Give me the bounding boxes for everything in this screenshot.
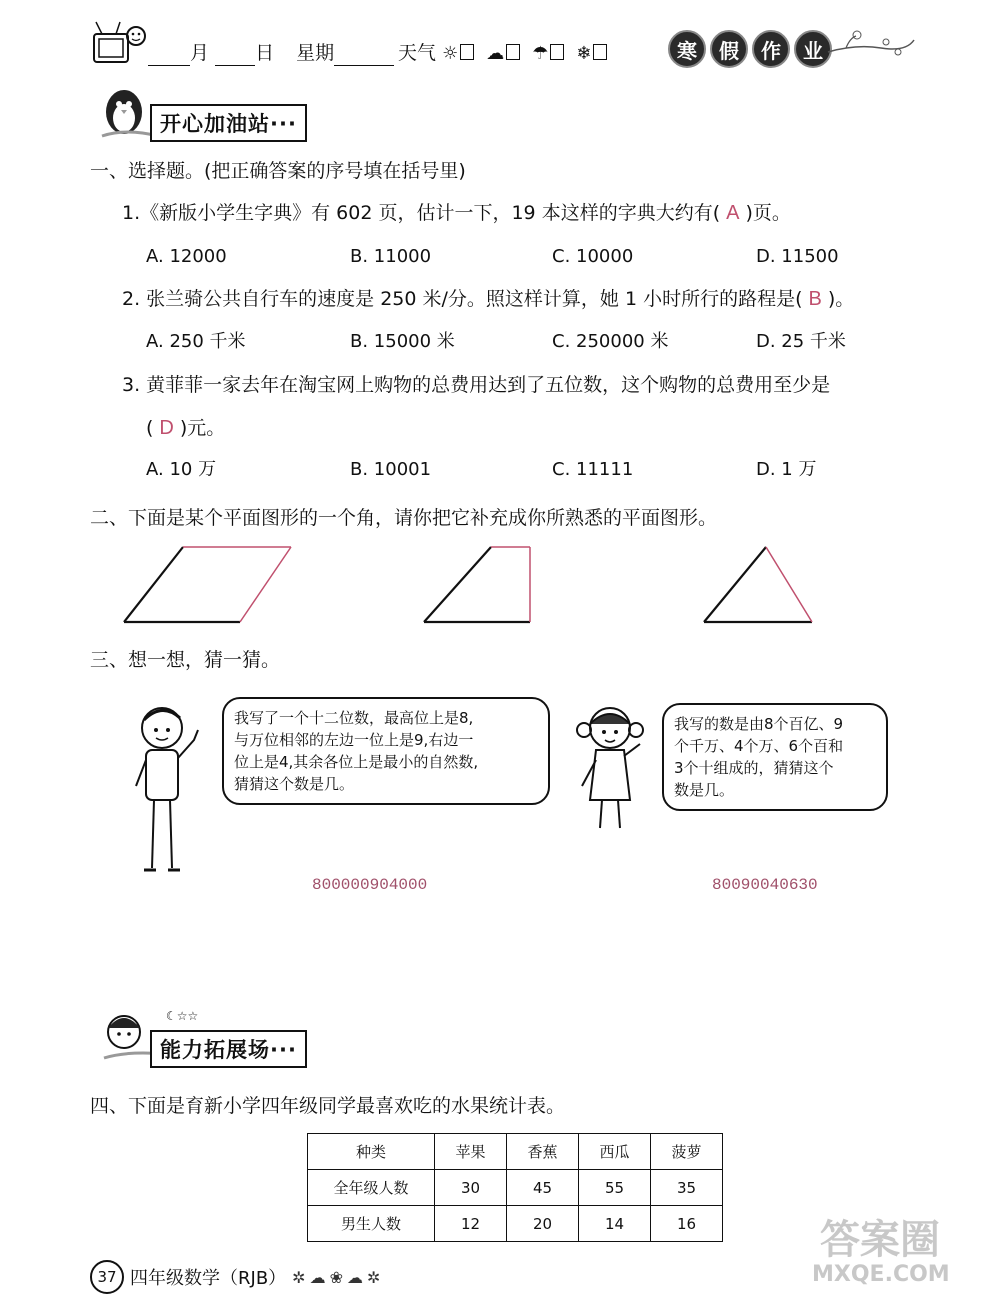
flower-branch-icon: [826, 22, 916, 66]
table-cell: 55: [579, 1170, 651, 1206]
q1-item2-text: 2. 张兰骑公共自行车的速度是 250 米/分。照这样计算，她 1 小时所行的路程是(: [122, 288, 803, 310]
q1-item1-option-a[interactable]: A. 12000: [146, 246, 227, 267]
q1-item2-tail: )。: [827, 288, 855, 310]
table-header-row: [308, 1134, 723, 1170]
cloudy-checkbox[interactable]: [506, 44, 520, 60]
table-cell: 20: [507, 1206, 579, 1242]
svg-text:☾☆☆: ☾☆☆: [166, 1009, 199, 1023]
rainy-checkbox[interactable]: [550, 44, 564, 60]
girl-figure-icon: [570, 700, 650, 844]
badge-char: 寒: [668, 30, 706, 68]
table-cell: 14: [579, 1206, 651, 1242]
girl-speech-bubble: [662, 703, 888, 811]
fruit-stats-table: [307, 1133, 723, 1242]
triangle-shape[interactable]: [704, 547, 812, 622]
table-cell: 45: [507, 1170, 579, 1206]
rain-icon: ☂: [532, 43, 549, 64]
table-row: [308, 1170, 723, 1206]
q2-heading: 二、下面是某个平面图形的一个角，请你把它补充成你所熟悉的平面图形。: [90, 507, 718, 529]
section-title-happy: 开心加油站···: [150, 104, 307, 142]
boy-figure-icon: [132, 700, 212, 884]
weekday-blank[interactable]: [334, 45, 394, 66]
weekday-label: 星期: [296, 42, 335, 64]
q1-item1-answer[interactable]: A: [726, 202, 740, 224]
q3-heading: 三、想一想，猜一猜。: [90, 649, 281, 671]
q1-item2-option-d[interactable]: D. 25 千米: [756, 331, 846, 352]
girl-bubble-line: 3个十组成的，猜猜这个: [674, 759, 834, 777]
girl-bubble-line: 个千万、4个万、6个百和: [674, 737, 844, 755]
q1-item1-option-b[interactable]: B. 11000: [350, 246, 432, 267]
trapezoid-shape[interactable]: [424, 547, 530, 622]
month-blank[interactable]: [148, 45, 190, 66]
table-cell: 30: [435, 1170, 507, 1206]
q1-item3-option-d[interactable]: D. 1 万: [756, 459, 817, 480]
day-label: 日: [255, 42, 275, 64]
tv-kid-icon: [90, 14, 150, 74]
q1-item1-option-c[interactable]: C. 10000: [552, 246, 634, 267]
q4-heading: 四、下面是育新小学四年级同学最喜欢吃的水果统计表。: [90, 1095, 566, 1117]
table-row-label: 男生人数: [308, 1206, 435, 1242]
q1-item1: [122, 200, 791, 226]
q1-item1-text: 1.《新版小学生字典》有 602 页，估计一下，19 本这样的字典大约有(: [122, 202, 721, 224]
q1-item3-line1: 3. 黄菲菲一家去年在淘宝网上购物的总费用达到了五位数，这个购物的总费用至少是: [122, 374, 831, 396]
table-header-cell: 香蕉: [507, 1134, 579, 1170]
girl-bubble-line: 我写的数是由8个百亿、9: [674, 715, 844, 733]
table-header-cell: 菠萝: [651, 1134, 723, 1170]
table-header-cell: 西瓜: [579, 1134, 651, 1170]
q1-item1-tail: )页。: [745, 202, 791, 224]
boy-speech-bubble: [222, 697, 550, 805]
q1-item2-option-b[interactable]: B. 15000 米: [350, 331, 455, 352]
boy-bubble-line: 位上是4,其余各位上是最小的自然数,: [234, 753, 479, 771]
winter-homework-badge: [668, 30, 832, 68]
badge-char: 作: [752, 30, 790, 68]
table-header-cell: 苹果: [435, 1134, 507, 1170]
badge-char: 业: [794, 30, 832, 68]
boy-bubble-line: 我写了一个十二位数，最高位上是8,: [234, 709, 474, 727]
table-row-label: 全年级人数: [308, 1170, 435, 1206]
girl-bubble-line: 数是几。: [674, 781, 735, 799]
table-cell: 35: [651, 1170, 723, 1206]
day-blank[interactable]: [215, 45, 255, 66]
q1-item2-option-c[interactable]: C. 250000 米: [552, 331, 669, 352]
q1-item3-tail: )元。: [179, 417, 226, 439]
table-row: [308, 1206, 723, 1242]
table-cell: 12: [435, 1206, 507, 1242]
sunny-checkbox[interactable]: [460, 44, 474, 60]
q1-item1-option-d[interactable]: D. 11500: [756, 246, 839, 267]
weather-line: [398, 40, 619, 67]
snow-icon: ❄: [576, 43, 592, 64]
date-line: [148, 40, 394, 66]
q1-item3-option-a[interactable]: A. 10 万: [146, 459, 217, 480]
q1-item3-answer[interactable]: D: [159, 417, 174, 439]
section-title-ability: 能力拓展场···: [150, 1030, 307, 1068]
cloud-decoration-icon: ✲☁❀☁✲: [292, 1267, 385, 1287]
table-header-cell: 种类: [308, 1134, 435, 1170]
table-cell: 16: [651, 1206, 723, 1242]
q1-item2: [122, 286, 854, 312]
weather-label: 天气: [398, 42, 437, 64]
cloud-icon: ☁: [486, 43, 505, 64]
q1-item2-option-a[interactable]: A. 250 千米: [146, 331, 246, 352]
watermark-logo: 答案圈: [820, 1217, 940, 1263]
boy-bubble-line: 猜猜这个数是几。: [234, 775, 355, 793]
q1-item3-line2: [146, 415, 225, 441]
parallelogram-shape[interactable]: [124, 547, 291, 622]
q1-item3-open: (: [146, 417, 154, 439]
watermark-url: MXQE.COM: [812, 1262, 950, 1287]
q1-item2-answer[interactable]: B: [808, 288, 822, 310]
boy-bubble-line: 与万位相邻的左边一位上是9,右边一: [234, 731, 474, 749]
badge-char: 假: [710, 30, 748, 68]
boy-number-answer[interactable]: 800000904000: [312, 876, 428, 894]
q1-item3-option-b[interactable]: B. 10001: [350, 459, 432, 480]
q1-heading: 一、选择题。(把正确答案的序号填在括号里): [90, 160, 466, 182]
book-title: 四年级数学（RJB）: [130, 1268, 287, 1289]
page-number: 37: [90, 1260, 124, 1294]
sun-icon: ☼: [442, 43, 459, 64]
q1-item3-option-c[interactable]: C. 11111: [552, 459, 634, 480]
girl-number-answer[interactable]: 80090040630: [712, 876, 818, 894]
footer: [90, 1260, 384, 1294]
snowy-checkbox[interactable]: [593, 44, 607, 60]
month-label: 月: [190, 42, 210, 64]
q2-shapes-canvas: [0, 530, 1000, 630]
